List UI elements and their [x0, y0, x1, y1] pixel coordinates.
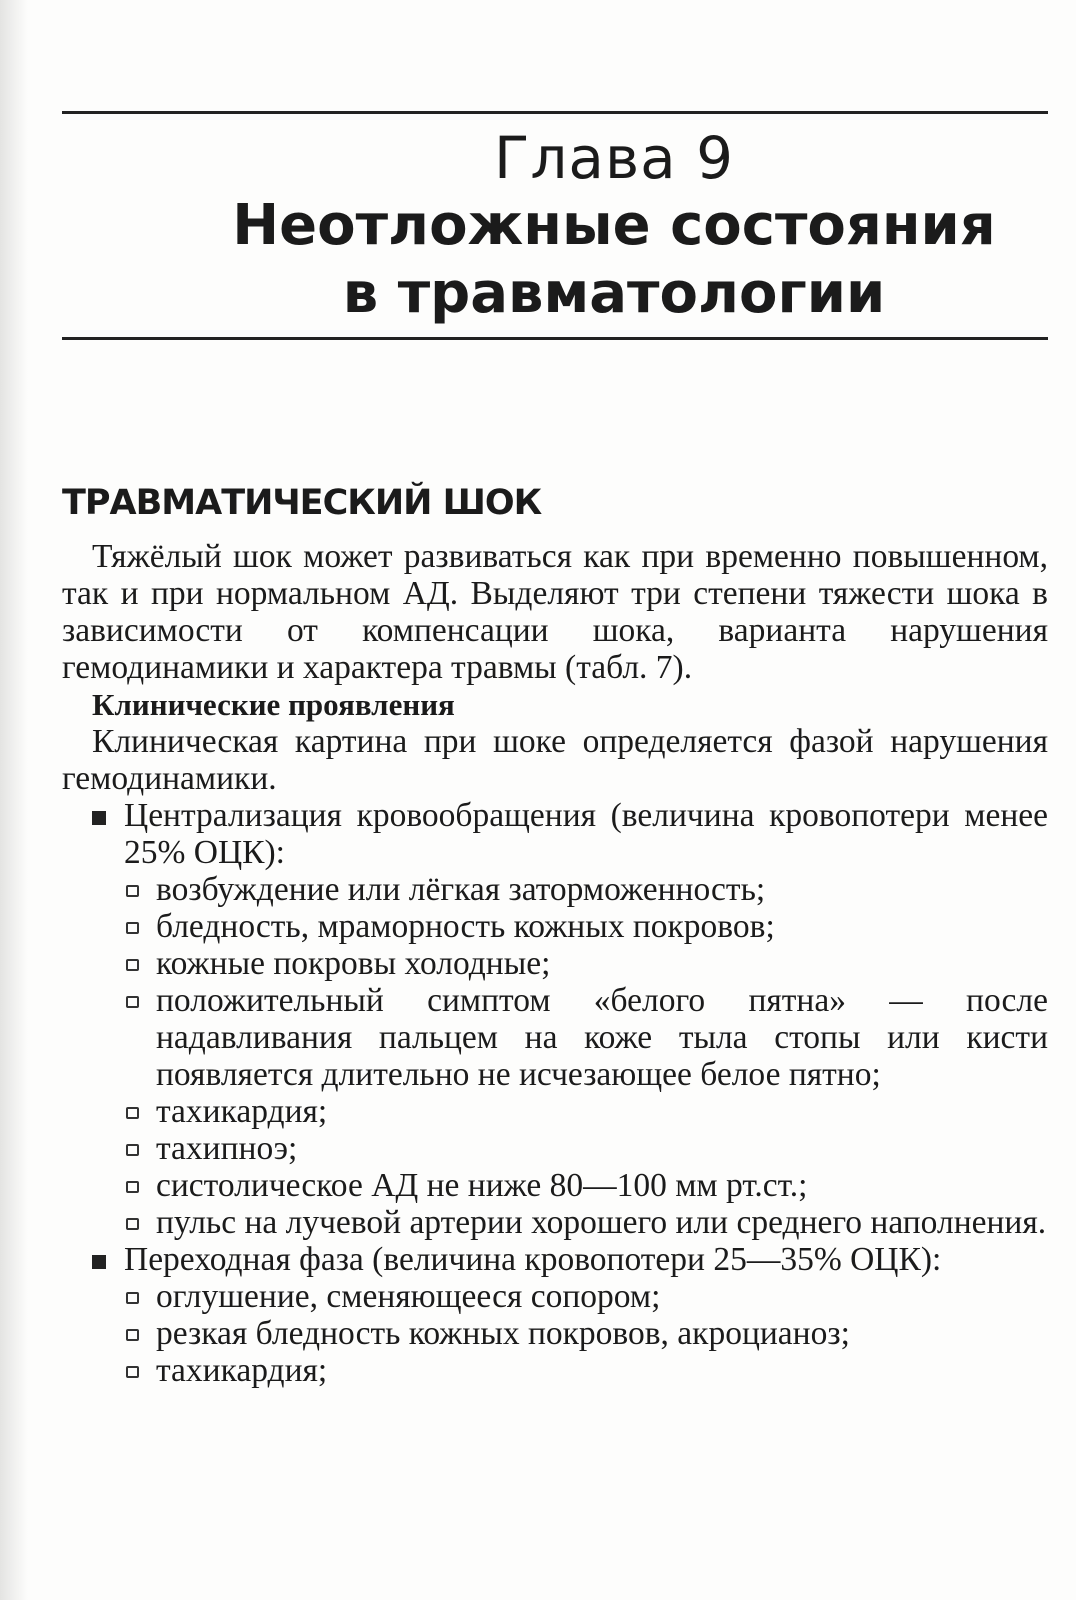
- phase-item: [124, 1241, 1048, 1389]
- symptom-list: [124, 1278, 1048, 1389]
- symptom-text: тахикардия;: [156, 1352, 328, 1389]
- symptom-text: возбуждение или лёгкая заторможенность;: [156, 871, 766, 908]
- symptom-item: [156, 908, 1048, 945]
- symptom-item: [156, 1167, 1048, 1204]
- symptom-item: [156, 871, 1048, 908]
- checkbox-bullet-icon: [126, 922, 139, 934]
- checkbox-bullet-icon: [126, 1181, 139, 1193]
- square-bullet-icon: [92, 811, 106, 825]
- checkbox-bullet-icon: [126, 1366, 139, 1378]
- chapter-title: [62, 192, 1048, 328]
- symptom-item: [156, 1352, 1048, 1389]
- symptom-text: систолическое АД не ниже 80—100 мм рт.ст.;: [156, 1167, 808, 1204]
- symptom-text: оглушение, сменяющееся сопором;: [156, 1278, 661, 1315]
- phase-label: Централизация кровообращения (величина кровопотери менее 25% ОЦК):: [124, 797, 1048, 871]
- symptom-item: [156, 1278, 1048, 1315]
- symptom-text: пульс на лучевой артерии хорошего или среднего наполнения.: [156, 1204, 1047, 1241]
- symptom-list: [124, 871, 1048, 1241]
- chapter-title-line-2: в травматологии: [342, 261, 886, 326]
- phase-list: [62, 797, 1048, 1389]
- chapter-top-rule: [62, 111, 1048, 114]
- symptom-item: [156, 1093, 1048, 1130]
- phase-item: [124, 797, 1048, 1241]
- symptom-text: положительный симптом «белого пятна» — после надавливания пальцем на коже тыла стопы или кисти появляется длительно не исчезающее белое пятно;: [156, 982, 1048, 1093]
- symptom-item: [156, 982, 1048, 1093]
- chapter-title-line-1: Неотложные состояния: [232, 193, 996, 258]
- symptom-text: кожные покровы холодные;: [156, 945, 551, 982]
- intro-paragraph: Тяжёлый шок может развиваться как при временно повышенном, так и при нормальном АД. Выделяют три степени тяжести шока в зависимости от компенсации шока, варианта нарушения гемодинамики и характера травмы (табл. 7).: [62, 538, 1048, 686]
- checkbox-bullet-icon: [126, 885, 139, 897]
- symptom-text: бледность, мраморность кожных покровов;: [156, 908, 775, 945]
- symptom-item: [156, 945, 1048, 982]
- symptom-text: тахипноэ;: [156, 1130, 298, 1167]
- symptom-item: [156, 1315, 1048, 1352]
- checkbox-bullet-icon: [126, 1329, 139, 1341]
- checkbox-bullet-icon: [126, 996, 139, 1008]
- checkbox-bullet-icon: [126, 959, 139, 971]
- checkbox-bullet-icon: [126, 1144, 139, 1156]
- section-heading: ТРАВМАТИЧЕСКИЙ ШОК: [62, 483, 542, 523]
- chapter-number: Глава 9: [493, 124, 735, 192]
- symptom-item: [156, 1130, 1048, 1167]
- symptom-text: резкая бледность кожных покровов, акроцианоз;: [156, 1315, 850, 1352]
- chapter-bottom-rule: [62, 337, 1048, 340]
- symptom-item: [156, 1204, 1048, 1241]
- page-scan-edge: [0, 0, 28, 1600]
- lead-paragraph: Клиническая картина при шоке определяется фазой нарушения гемодинамики.: [62, 723, 1048, 797]
- phase-label: Переходная фаза (величина кровопотери 25—35% ОЦК):: [124, 1241, 942, 1278]
- symptom-text: тахикардия;: [156, 1093, 328, 1130]
- checkbox-bullet-icon: [126, 1292, 139, 1304]
- checkbox-bullet-icon: [126, 1107, 139, 1119]
- section-body: [62, 538, 1048, 1389]
- checkbox-bullet-icon: [126, 1218, 139, 1230]
- subheading: Клинические проявления: [92, 687, 455, 722]
- square-bullet-icon: [92, 1255, 106, 1269]
